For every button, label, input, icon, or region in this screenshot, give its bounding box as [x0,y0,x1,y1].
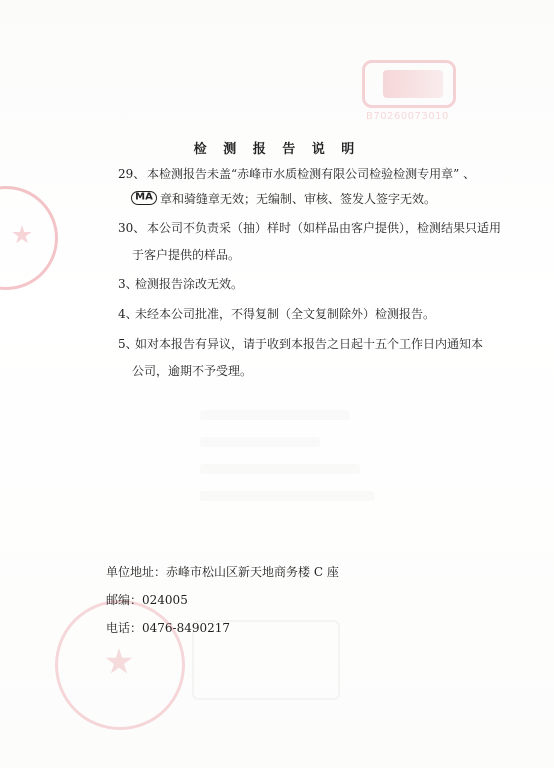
phone-row [106,620,230,636]
address-row [106,564,339,580]
cma-code: B70260073010 [366,111,449,122]
phone-value: 0476-8490217 [142,621,231,635]
item-29-text-line-1: 本检测报告未盖“赤峰市水质检测有限公司检验检测专用章” 、 [147,167,476,181]
phone-label: 电话： [106,621,143,635]
address-label: 单位地址： [106,565,167,579]
red-seal-icon [0,186,58,290]
item-29-text-line-2: 章和骑缝章无效；无编制、审核、签发人签字无效。 [160,192,437,206]
item-3-number: 3、 [118,277,138,291]
item-5-text-line-1: 如对本报告有异议，请于收到本报告之日起十五个工作日内通知本 [135,337,484,351]
item-5-number: 5、 [118,337,138,351]
item-5-text-line-2: 公司，逾期不予受理。 [132,364,253,378]
address-value: 赤峰市松山区新天地商务楼 C 座 [166,565,339,579]
item-30-number: 30、 [118,221,146,235]
item-3-text: 检测报告涂改无效。 [135,277,244,291]
page-title: 检 测 报 告 说 明 [193,142,361,157]
postcode-value: 024005 [142,593,188,607]
item-4-number: 4、 [118,307,138,321]
cma-mark-icon [362,60,456,108]
item-30-text-line-2: 于客户提供的样品。 [132,248,241,262]
ma-icon [131,191,157,205]
item-29-number: 29、 [118,167,146,181]
postcode-label: 邮编： [106,593,143,607]
ma-icon-text: MA [135,191,153,203]
ghost-text-block [200,400,400,522]
item-4-text: 未经本公司批准，不得复制（全文复制除外）检测报告。 [135,307,436,321]
postcode-row [106,592,188,608]
item-30-text-line-1: 本公司不负责采（抽）样时（如样品由客户提供），检测结果只适用 [147,221,502,235]
